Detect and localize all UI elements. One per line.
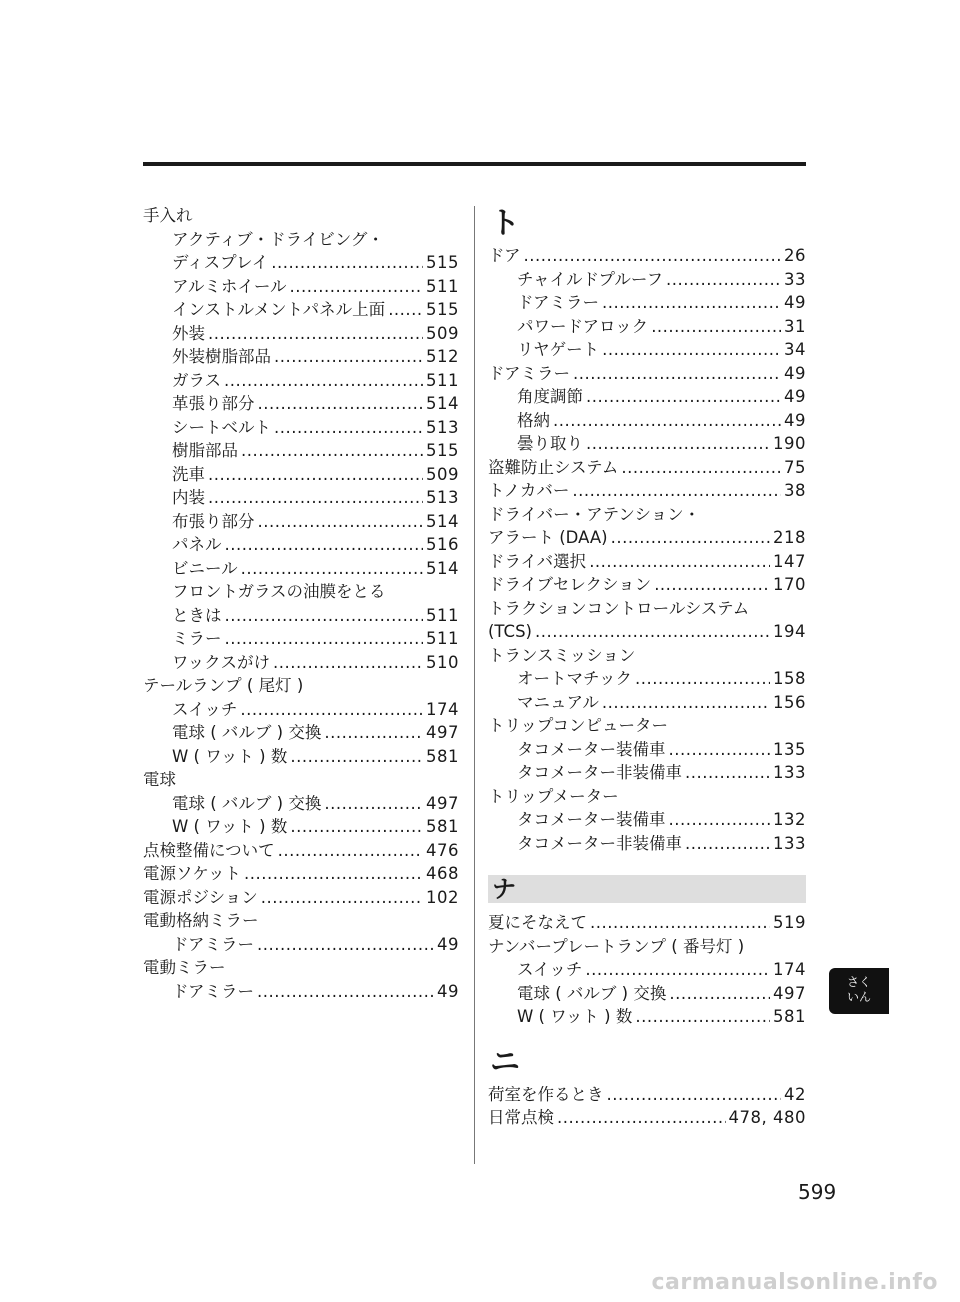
index-entry [488, 432, 806, 456]
entry-page-ref[interactable]: 135 [773, 739, 806, 759]
entry-label: ドア [488, 246, 521, 265]
entry-page-ref[interactable]: 510 [426, 652, 459, 672]
section-na-entries [488, 911, 806, 1029]
entry-label: 電球 ( バルブ ) 交換 [172, 793, 322, 813]
entry-page-ref[interactable]: 158 [773, 669, 806, 688]
index-entry [488, 385, 806, 409]
index-entry [143, 345, 459, 369]
entry-label: タコメーター装備車 [517, 810, 666, 829]
index-entry [488, 738, 806, 762]
side-tab-line1: さく [846, 975, 871, 989]
entry-label: W ( ワット ) 数 [172, 817, 288, 836]
entry-page-ref[interactable]: 133 [773, 763, 806, 782]
dot-leader [257, 980, 434, 1004]
entry-page-ref[interactable]: 190 [773, 434, 806, 453]
entry-label: 洗車 [172, 464, 205, 484]
dot-leader [607, 1083, 782, 1107]
entry-label: 革張り部分 [172, 394, 255, 413]
index-entry [143, 933, 459, 957]
watermark: carmanualsonline.info [651, 1270, 938, 1295]
index-entry [143, 510, 459, 534]
dot-leader [258, 392, 424, 416]
entry-label: 樹脂部品 [172, 441, 238, 460]
entry-label: テールランプ ( 尾灯 ) [143, 676, 304, 695]
index-entry [143, 416, 459, 440]
dot-leader [557, 1106, 726, 1130]
entry-label: トノカバー [488, 481, 570, 500]
index-entry [488, 244, 806, 268]
dot-leader [208, 463, 423, 487]
entry-label: スイッチ [172, 699, 238, 719]
index-entry [143, 956, 459, 980]
entry-page-ref[interactable]: 515 [426, 300, 459, 319]
index-entry [488, 1106, 806, 1130]
entry-page-ref[interactable]: 49 [437, 934, 459, 954]
dot-leader [553, 409, 781, 433]
entry-label: タコメーター装備車 [517, 739, 666, 759]
index-entry [488, 1005, 806, 1029]
index-entry [488, 503, 806, 527]
entry-page-ref[interactable]: 519 [773, 913, 806, 932]
dot-leader [273, 651, 423, 675]
dot-leader [685, 761, 770, 785]
dot-leader [244, 862, 423, 886]
entry-page-ref[interactable]: 33 [784, 269, 806, 289]
index-entry [143, 486, 459, 510]
index-entry [488, 1083, 806, 1107]
entry-page-ref[interactable]: 515 [426, 441, 459, 460]
entry-label: 手入れ [143, 206, 193, 225]
entry-label: 盗難防止システム [488, 457, 619, 477]
entry-page-ref[interactable]: 174 [773, 960, 806, 979]
entry-page-ref[interactable]: 581 [773, 1007, 806, 1026]
dot-leader [654, 573, 770, 597]
dot-leader [602, 338, 781, 362]
entry-label: ディスプレイ [172, 253, 269, 272]
entry-label: シートベルト [172, 417, 271, 437]
entry-label: 角度調節 [517, 387, 583, 406]
section-header-to: ト [490, 206, 520, 241]
entry-label: 曇り取り [517, 434, 583, 453]
section-ni-entries [488, 1083, 806, 1130]
entry-label: トラクションコントロールシステム [488, 598, 750, 618]
entry-label: スイッチ [517, 960, 583, 979]
index-entry [488, 479, 806, 503]
dot-leader [388, 298, 423, 322]
entry-page-ref[interactable]: 49 [784, 410, 806, 430]
index-entry [143, 463, 459, 487]
index-entry [488, 785, 806, 809]
index-entry [143, 862, 459, 886]
entry-label: アラート (DAA) [488, 528, 608, 547]
entry-label: ドライバー・アテンション・ [488, 504, 701, 524]
entry-page-ref[interactable]: 514 [426, 394, 459, 413]
entry-label: ドアミラー [517, 293, 600, 312]
index-entry [488, 958, 806, 982]
entry-page-ref[interactable]: 49 [784, 363, 806, 383]
entry-label: タコメーター非装備車 [517, 763, 682, 782]
index-entry [488, 714, 806, 738]
index-entry [143, 392, 459, 416]
entry-page-ref[interactable]: 194 [773, 622, 806, 641]
dot-leader [208, 486, 423, 510]
entry-label: インストルメントパネル上面 [172, 300, 386, 319]
dot-leader [290, 815, 423, 839]
dot-leader [271, 251, 423, 275]
entry-label: 電源ソケット [143, 864, 242, 883]
index-entry [488, 338, 806, 362]
entry-label: ドライバ選択 [488, 551, 587, 571]
entry-page-ref[interactable]: 497 [426, 723, 459, 742]
entry-label: 夏にそなえて [488, 913, 587, 932]
entry-page-ref[interactable]: 581 [426, 817, 459, 836]
index-entry [488, 597, 806, 621]
index-entry [488, 691, 806, 715]
entry-label: マニュアル [517, 692, 599, 712]
entry-label: ナンバープレートランプ ( 番号灯 ) [488, 936, 745, 956]
entry-page-ref[interactable]: 31 [784, 316, 806, 336]
index-entry [143, 298, 459, 322]
dot-leader [602, 691, 770, 715]
dot-leader [586, 385, 781, 409]
entry-page-ref[interactable]: 512 [426, 347, 459, 366]
index-entry [143, 275, 459, 299]
dot-leader [225, 533, 424, 557]
entry-label: アルミホイール [172, 276, 287, 296]
entry-page-ref[interactable]: 513 [426, 417, 459, 437]
dot-leader [572, 479, 781, 503]
index-entry [143, 674, 459, 698]
index-entry [143, 439, 459, 463]
entry-label: W ( ワット ) 数 [172, 746, 288, 766]
dot-leader [589, 550, 770, 574]
section-header-ni: ニ [490, 1044, 520, 1080]
entry-label: 荷室を作るとき [488, 1084, 604, 1104]
entry-label: パネル [172, 535, 222, 554]
index-entry [488, 644, 806, 668]
dot-leader [685, 832, 770, 856]
dot-leader [274, 345, 423, 369]
entry-label: リヤゲート [517, 340, 600, 359]
index-entry [143, 651, 459, 675]
entry-label: ドアミラー [172, 981, 255, 1001]
entry-label: 電球 [143, 770, 176, 789]
index-entry [488, 315, 806, 339]
entry-page-ref[interactable]: 42 [784, 1084, 806, 1104]
entry-page-ref[interactable]: 497 [426, 793, 459, 813]
entry-page-ref[interactable]: 509 [426, 323, 459, 343]
dot-leader [257, 933, 434, 957]
dot-leader [611, 526, 770, 550]
dot-leader [635, 667, 770, 691]
top-rule [143, 162, 806, 166]
dot-leader [535, 620, 770, 644]
dot-leader [524, 244, 781, 268]
index-entry [143, 815, 459, 839]
entry-label: フロントガラスの油膜をとる [172, 582, 386, 601]
index-entry [143, 604, 459, 628]
dot-leader [586, 432, 770, 456]
index-entry [488, 550, 806, 574]
entry-page-ref[interactable]: 511 [426, 605, 459, 625]
entry-label: ガラス [172, 370, 222, 390]
index-entry [488, 935, 806, 959]
index-entry [143, 627, 459, 651]
entry-label: ときは [172, 605, 222, 625]
entry-page-ref[interactable]: 133 [773, 833, 806, 853]
dot-leader [651, 315, 781, 339]
dot-leader [274, 416, 423, 440]
entry-label: ワックスがけ [172, 652, 271, 672]
index-entry [143, 533, 459, 557]
entry-page-ref[interactable]: 38 [784, 481, 806, 500]
entry-page-ref[interactable]: 170 [773, 575, 806, 594]
section-header-na: ナ [488, 875, 806, 903]
index-entry [488, 620, 806, 644]
entry-label: 日常点検 [488, 1108, 554, 1127]
dot-leader [240, 698, 423, 722]
entry-page-ref[interactable]: 511 [426, 370, 459, 390]
entry-label: 電球 ( バルブ ) 交換 [517, 983, 667, 1003]
dot-leader [324, 721, 423, 745]
index-entry [488, 667, 806, 691]
index-entry [488, 832, 806, 856]
entry-label: パワードアロック [517, 316, 649, 336]
dot-leader [241, 439, 423, 463]
entry-label: (TCS) [488, 622, 532, 641]
index-entry [488, 911, 806, 935]
entry-label: 電源ポジション [143, 887, 258, 907]
dot-leader [261, 886, 423, 910]
index-entry [143, 251, 459, 275]
entry-label: 内装 [172, 488, 205, 507]
entry-label: ドアミラー [488, 363, 571, 383]
dot-leader [669, 808, 771, 832]
index-entry [488, 362, 806, 386]
dot-leader [669, 982, 770, 1006]
entry-label: W ( ワット ) 数 [517, 1007, 633, 1026]
entry-page-ref[interactable]: 218 [773, 528, 806, 547]
entry-page-ref[interactable]: 511 [426, 629, 459, 648]
entry-label: 電動格納ミラー [143, 911, 259, 930]
index-entry [143, 721, 459, 745]
index-entry [143, 886, 459, 910]
side-tab-line2: いん [846, 990, 871, 1004]
entry-page-ref[interactable]: 478, 480 [728, 1108, 806, 1127]
entry-page-ref[interactable]: 34 [784, 340, 806, 359]
entry-page-ref[interactable]: 49 [784, 387, 806, 406]
entry-label: ドアミラー [172, 934, 255, 954]
entry-label: ドライブセレクション [488, 575, 652, 594]
index-side-tab[interactable] [829, 968, 889, 1014]
dot-leader [258, 510, 424, 534]
entry-page-ref[interactable]: 476 [426, 840, 459, 860]
dot-leader [278, 839, 423, 863]
page-number: 599 [798, 1180, 837, 1204]
index-column-right [488, 204, 806, 1130]
index-entry [488, 268, 806, 292]
entry-page-ref[interactable]: 514 [426, 511, 459, 531]
dot-leader [224, 369, 423, 393]
dot-leader [225, 604, 424, 628]
dot-leader [241, 557, 423, 581]
entry-page-ref[interactable]: 49 [784, 293, 806, 312]
index-entry [143, 792, 459, 816]
section-to-entries [488, 244, 806, 855]
entry-label: ビニール [172, 558, 238, 578]
dot-leader [225, 627, 424, 651]
entry-page-ref[interactable]: 75 [784, 457, 806, 477]
entry-page-ref[interactable]: 49 [437, 981, 459, 1001]
index-entry [143, 204, 459, 228]
entry-page-ref[interactable]: 514 [426, 558, 459, 578]
index-entry [488, 982, 806, 1006]
entry-page-ref[interactable]: 147 [773, 551, 806, 571]
dot-leader [324, 792, 423, 816]
index-entry [488, 291, 806, 315]
entry-label: タコメーター非装備車 [517, 833, 682, 853]
entry-page-ref[interactable]: 513 [426, 488, 459, 507]
dot-leader [290, 275, 423, 299]
index-entry [488, 456, 806, 480]
index-entry [143, 839, 459, 863]
index-entry [143, 322, 459, 346]
index-entry [143, 557, 459, 581]
index-entry [143, 768, 459, 792]
dot-leader [573, 362, 781, 386]
entry-page-ref[interactable]: 26 [784, 246, 806, 265]
entry-label: チャイルドプルーフ [517, 269, 664, 289]
dot-leader [666, 268, 781, 292]
entry-label: 点検整備について [143, 840, 275, 860]
index-entry [143, 580, 459, 604]
index-entry [143, 980, 459, 1004]
entry-label: ミラー [172, 629, 222, 648]
entry-page-ref[interactable]: 511 [426, 276, 459, 296]
entry-page-ref[interactable]: 174 [426, 699, 459, 719]
entry-page-ref[interactable]: 509 [426, 464, 459, 484]
index-column-left [143, 204, 459, 1003]
index-entry [143, 369, 459, 393]
dot-leader [669, 738, 771, 762]
index-entry [488, 808, 806, 832]
entry-page-ref[interactable]: 497 [773, 983, 806, 1003]
entry-label: 電動ミラー [143, 958, 226, 977]
entry-page-ref[interactable]: 132 [773, 810, 806, 829]
dot-leader [635, 1005, 770, 1029]
dot-leader [602, 291, 781, 315]
entry-page-ref[interactable]: 516 [426, 535, 459, 554]
entry-label: オートマチック [517, 669, 633, 688]
entry-page-ref[interactable]: 468 [426, 864, 459, 883]
index-entry [143, 745, 459, 769]
entry-label: 外装樹脂部品 [172, 347, 271, 366]
index-entry [488, 761, 806, 785]
entry-page-ref[interactable]: 581 [426, 746, 459, 766]
entry-label: アクティブ・ドライビング・ [172, 229, 384, 249]
index-entry [488, 573, 806, 597]
index-entry [143, 909, 459, 933]
entry-page-ref[interactable]: 156 [773, 692, 806, 712]
entry-label: トリップメーター [488, 786, 619, 806]
dot-leader [621, 456, 781, 480]
entry-page-ref[interactable]: 515 [426, 253, 459, 272]
dot-leader [290, 745, 423, 769]
dot-leader [590, 911, 770, 935]
dot-leader [208, 322, 423, 346]
entry-label: トランスミッション [488, 645, 636, 665]
index-entry [488, 409, 806, 433]
entry-page-ref[interactable]: 102 [426, 887, 459, 907]
index-entry [143, 228, 459, 252]
index-entry [143, 698, 459, 722]
dot-leader [585, 958, 770, 982]
entry-label: 格納 [517, 410, 550, 430]
entry-label: 布張り部分 [172, 511, 255, 531]
entry-label: 電球 ( バルブ ) 交換 [172, 723, 322, 742]
entry-label: トリップコンピューター [488, 716, 669, 735]
entry-label: 外装 [172, 323, 205, 343]
index-entry [488, 526, 806, 550]
column-divider [474, 206, 475, 1164]
